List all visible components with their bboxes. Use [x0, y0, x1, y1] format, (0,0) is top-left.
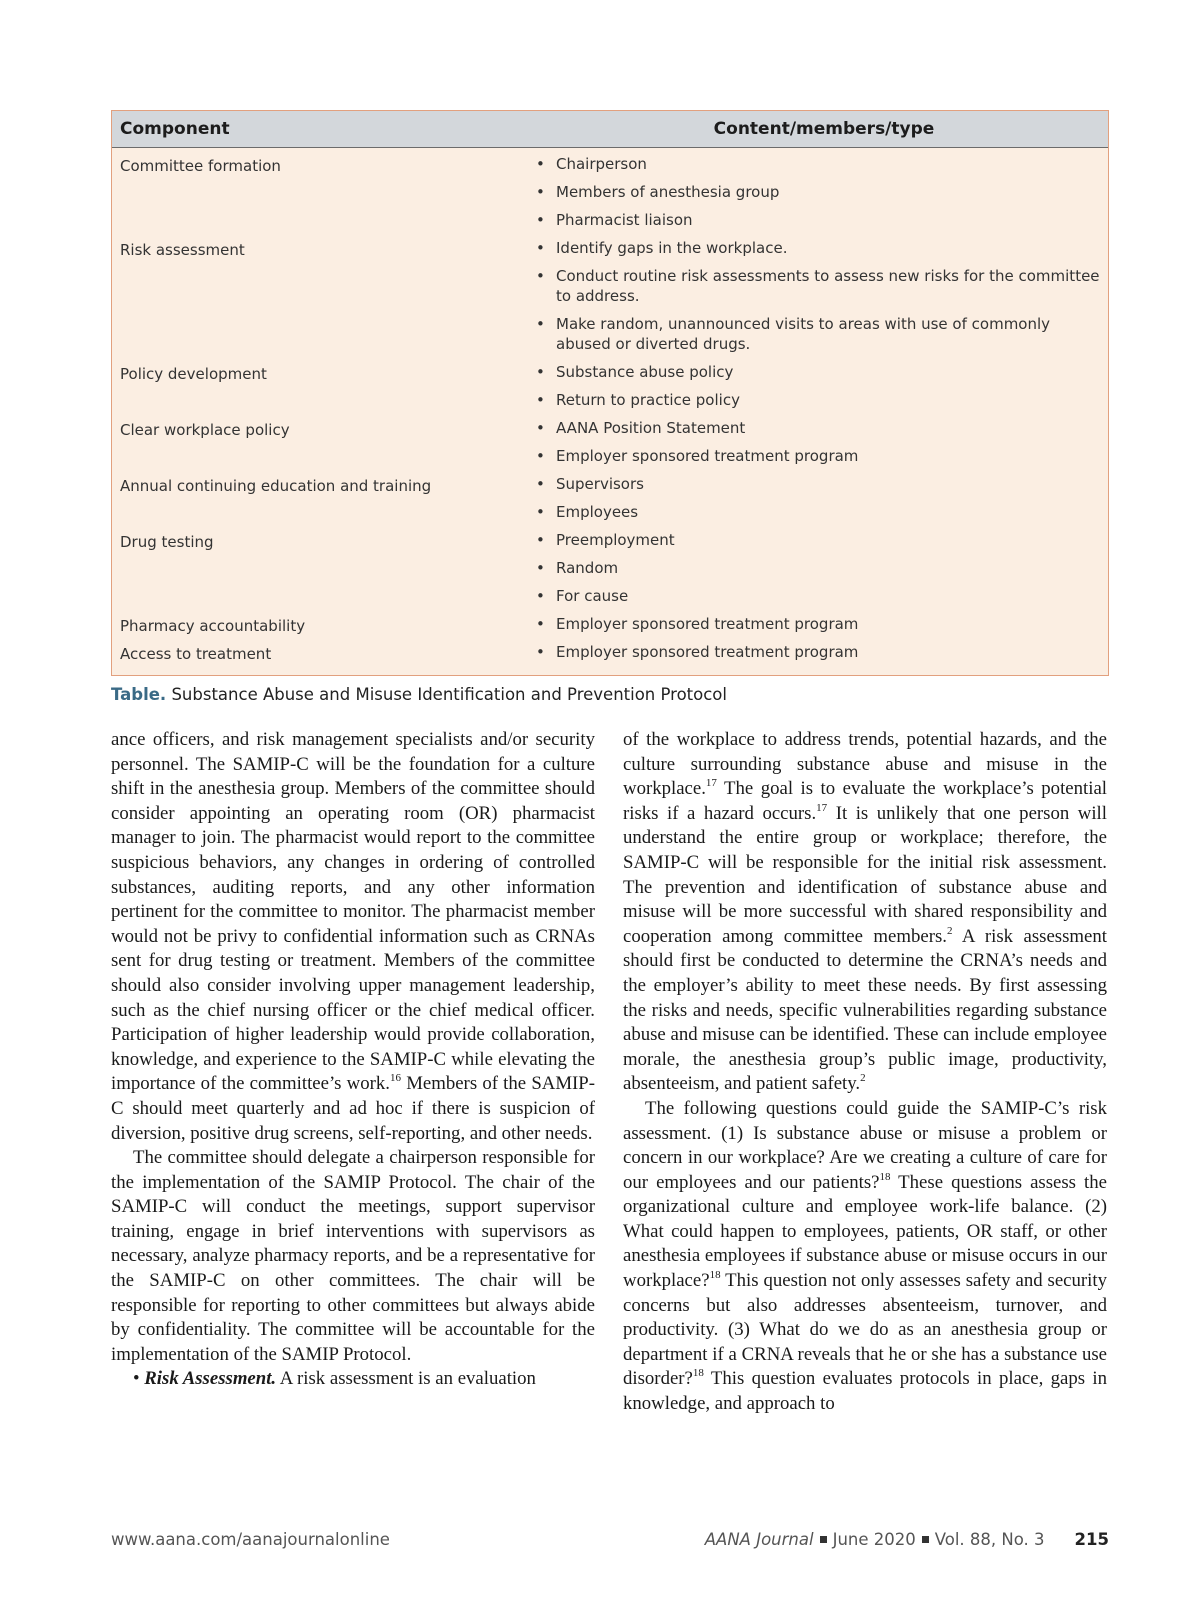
table-header — [112, 111, 1108, 148]
component-cell: Clear workplace policy — [120, 421, 290, 439]
list-item: • Supervisors — [527, 474, 1108, 494]
table-body — [112, 148, 1108, 670]
left-column — [111, 728, 595, 1392]
list-item: • Substance abuse policy — [527, 362, 1108, 382]
content-list — [527, 238, 1108, 362]
list-item: • Members of anesthesia group — [527, 182, 1108, 202]
table-row — [112, 418, 1108, 474]
table-row — [112, 642, 1108, 670]
content-list — [527, 418, 1108, 474]
table-row — [112, 614, 1108, 642]
table-row — [112, 154, 1108, 238]
list-item: • Pharmacist liaison — [527, 210, 1108, 230]
caption-label: Table. — [111, 685, 167, 704]
component-cell: Committee formation — [120, 157, 281, 175]
component-cell: Drug testing — [120, 533, 214, 551]
list-item: • Employer sponsored treatment program — [527, 642, 1108, 662]
issue-date: June 2020 — [832, 1530, 916, 1549]
left-paragraph-3: • Risk Assessment. A risk assessment is an evaluation — [133, 1368, 536, 1390]
table-row — [112, 474, 1108, 530]
component-cell: Access to treatment — [120, 645, 272, 663]
header-content: Content/members/type — [713, 119, 935, 139]
list-item: • AANA Position Statement — [527, 418, 1108, 438]
content-list — [527, 530, 1108, 614]
list-item: • Chairperson — [527, 154, 1108, 174]
component-cell: Annual continuing education and training — [120, 477, 432, 495]
header-component: Component — [120, 119, 230, 139]
caption-text: Substance Abuse and Misuse Identification and Prevention Protocol — [171, 685, 727, 704]
component-cell: Policy development — [120, 365, 267, 383]
list-item: • Random — [527, 558, 1108, 578]
content-list — [527, 474, 1108, 530]
list-item: • For cause — [527, 586, 1108, 606]
table-caption — [111, 685, 727, 704]
footer-citation — [705, 1530, 1109, 1549]
content-list — [527, 154, 1108, 238]
page-number: 215 — [1074, 1530, 1109, 1549]
list-item: • Employer sponsored treatment program — [527, 446, 1108, 466]
list-item: • Return to practice policy — [527, 390, 1108, 410]
right-paragraph-1: of the workplace to address trends, potential hazards, and the culture surrounding substance abuse and misuse in the workplace.$^{17}$ The goal is to evaluate the workplace’s potential risks if a hazard occurs.$^{17}$ It is unlikely that one person will understand the entire group or workplace; therefore, the SAMIP-C will be responsible for the initial risk assessment. The prevention and identification of substance abuse and misuse will be more successful with shared responsibility and cooperation among committee members.$^2$ A risk assessment should first be conducted to determine the CRNA’s needs and the employer’s ability to meet these needs. By first assessing the risks and needs, specific vulnerabilities regarding substance abuse and misuse can be identified. These can include employee morale, the anesthesia group’s public image, productivity, absenteeism, and patient safety.$^2$ — [623, 729, 1107, 1095]
content-list — [527, 614, 1108, 642]
component-cell: Risk assessment — [120, 241, 245, 259]
footer-url[interactable]: www.aana.com/aanajournalonline — [111, 1530, 390, 1549]
left-paragraph-2: The committee should delegate a chairperson responsible for the implementation of the SAMIP Protocol. The chair of the SAMIP-C will conduct the meetings, support supervisor training, engage in brief interventions with supervisors as necessary, analyze pharmacy reports, and be a representative for the SAMIP-C on other committees. The chair will be responsible for reporting to other committees but always abide by confidentiality. The committee will be accountable for the implementation of the SAMIP Protocol. — [111, 1147, 595, 1365]
left-paragraph-1: ance officers, and risk management specialists and/or security personnel. The SAMIP-C will be the foundation for a culture shift in the anesthesia group. Members of the committee should consider appointing an operating room (OR) pharmacist manager to join. The pharmacist would report to the committee suspicious behaviors, any changes in ordering of controlled substances, auditing reports, and any other information pertinent for the committee to monitor. The pharmacist member would not be privy to confidential information such as CRNAs sent for drug testing or treatment. Members of the committee should also consider involving upper management leadership, such as the chief nursing officer or the chief medical officer. Participation of higher leadership would provide collaboration, knowledge, and experience to the SAMIP-C while elevating the importance of the committee’s work.$^{16}$ Members of the SAMIP-C should meet quarterly and ad hoc if there is suspicion of diversion, positive drug screens, self-reporting, and other needs. — [111, 729, 595, 1144]
list-item: • Identify gaps in the workplace. — [527, 238, 1108, 258]
list-item: • Preemployment — [527, 530, 1108, 550]
volume: Vol. 88, No. 3 — [934, 1530, 1045, 1549]
journal-name: AANA Journal — [704, 1530, 814, 1549]
component-cell: Pharmacy accountability — [120, 617, 306, 635]
right-column — [623, 728, 1107, 1417]
list-item: • Make random, unannounced visits to areas with use of commonly abused or diverted drugs. — [527, 314, 1108, 354]
list-item: • Conduct routine risk assessments to assess new risks for the committee to address. — [527, 266, 1108, 306]
risk-assessment-term: Risk Assessment. — [144, 1368, 277, 1390]
content-list — [527, 642, 1108, 670]
list-item: • Employer sponsored treatment program — [527, 614, 1108, 634]
table-row — [112, 238, 1108, 362]
protocol-table — [111, 110, 1109, 676]
content-list — [527, 362, 1108, 418]
right-paragraph-2: The following questions could guide the SAMIP-C’s risk assessment. (1) Is substance abuse or misuse a problem or concern in our workplace? Are we creating a culture of care for our employees and our patients?$^{18}$ These questions assess the organizational culture and employee work-life balance. (2) What could happen to employees, patients, OR staff, or other anesthesia employees if substance abuse or misuse occurs in our workplace?$^{18}$ This question not only assesses safety and security concerns but also addresses absenteeism, turnover, and productivity. (3) What do we do as an anesthesia group or department if a CRNA reveals that he or she has a substance use disorder?$^{18}$ This question evaluates protocols in place, gaps in knowledge, and approach to — [623, 1097, 1107, 1415]
table-row — [112, 362, 1108, 418]
list-item: • Employees — [527, 502, 1108, 522]
table-row — [112, 530, 1108, 614]
